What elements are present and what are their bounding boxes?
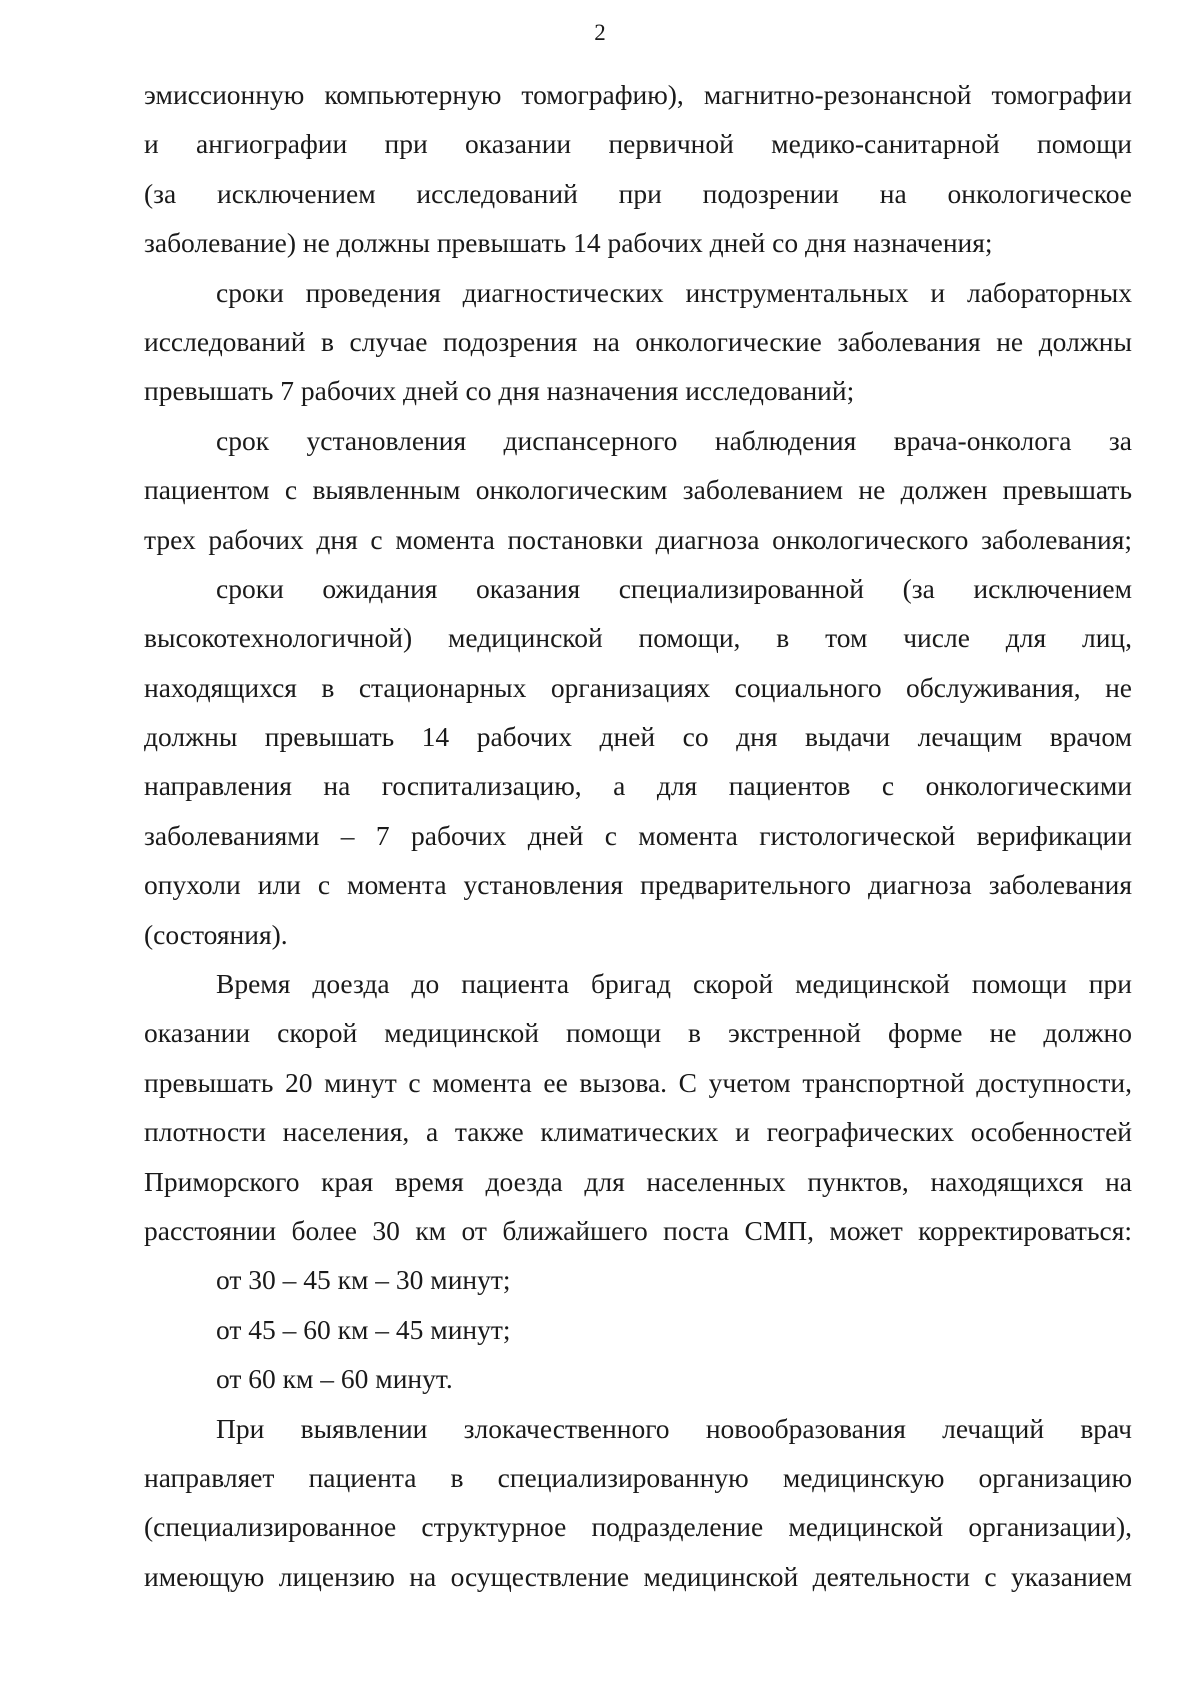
text-line: сроки ожидания оказания специализированной (за исключением [216,572,1132,604]
text-line: (состояния). [144,918,288,950]
text-line: пациентом с выявленным онкологическим заболеванием не должен превышать [144,474,1132,506]
text-line: Время доезда до пациента бригад скорой медицинской помощи при [216,968,1132,1000]
text-line: расстоянии более 30 км от ближайшего поста СМП, может корректироваться: [144,1214,1132,1246]
text-line: При выявлении злокачественного новообразования лечащий врач [216,1412,1132,1444]
text-line: находящихся в стационарных организациях социального обслуживания, не [144,671,1132,703]
text-line: от 45 – 60 км – 45 минут; [216,1313,511,1345]
text-line: и ангиографии при оказании первичной медико-санитарной помощи [144,128,1132,160]
text-line: заболеваниями – 7 рабочих дней с момента гистологической верификации [144,819,1132,851]
text-line: плотности населения, а также климатических и географических особенностей [144,1116,1132,1148]
text-line: эмиссионную компьютерную томографию), магнитно-резонансной томографии [144,79,1132,110]
text-line: трех рабочих дня с момента постановки диагноза онкологического заболевания; [144,523,1132,555]
text-line: срок установления диспансерного наблюдения врача-онколога за [216,424,1132,456]
text-line: заболевание) не должны превышать 14 рабочих дней со дня назначения; [144,227,993,259]
text-line: имеющую лицензию на осуществление медицинской деятельности с указанием [144,1560,1132,1592]
text-line: опухоли или с момента установления предварительного диагноза заболевания [144,869,1132,901]
text-line: от 60 км – 60 минут. [216,1363,453,1395]
text-line: Приморского края время доезда для населенных пунктов, находящихся на [144,1165,1132,1197]
text-line: превышать 7 рабочих дней со дня назначения исследований; [144,375,855,407]
text-line: превышать 20 минут с момента ее вызова. С учетом транспортной доступности, [144,1066,1132,1098]
text-line: (за исключением исследований при подозрении на онкологическое [144,177,1132,209]
text-line: направляет пациента в специализированную медицинскую организацию [144,1461,1132,1493]
text-line: (специализированное структурное подразделение медицинской организации), [144,1511,1132,1543]
document-body [144,70,1132,1601]
page-number: 2 [594,20,606,45]
text-line: сроки проведения диагностических инструментальных и лабораторных [216,276,1132,308]
text-line: высокотехнологичной) медицинской помощи, в том числе для лиц, [144,622,1132,654]
text-line: исследований в случае подозрения на онкологические заболевания не должны [144,325,1132,357]
text-line: направления на госпитализацию, а для пациентов с онкологическими [144,770,1132,802]
text-line: от 30 – 45 км – 30 минут; [216,1264,511,1296]
text-line: оказании скорой медицинской помощи в экстренной форме не должно [144,1017,1132,1049]
text-line: должны превышать 14 рабочих дней со дня выдачи лечащим врачом [144,721,1132,753]
